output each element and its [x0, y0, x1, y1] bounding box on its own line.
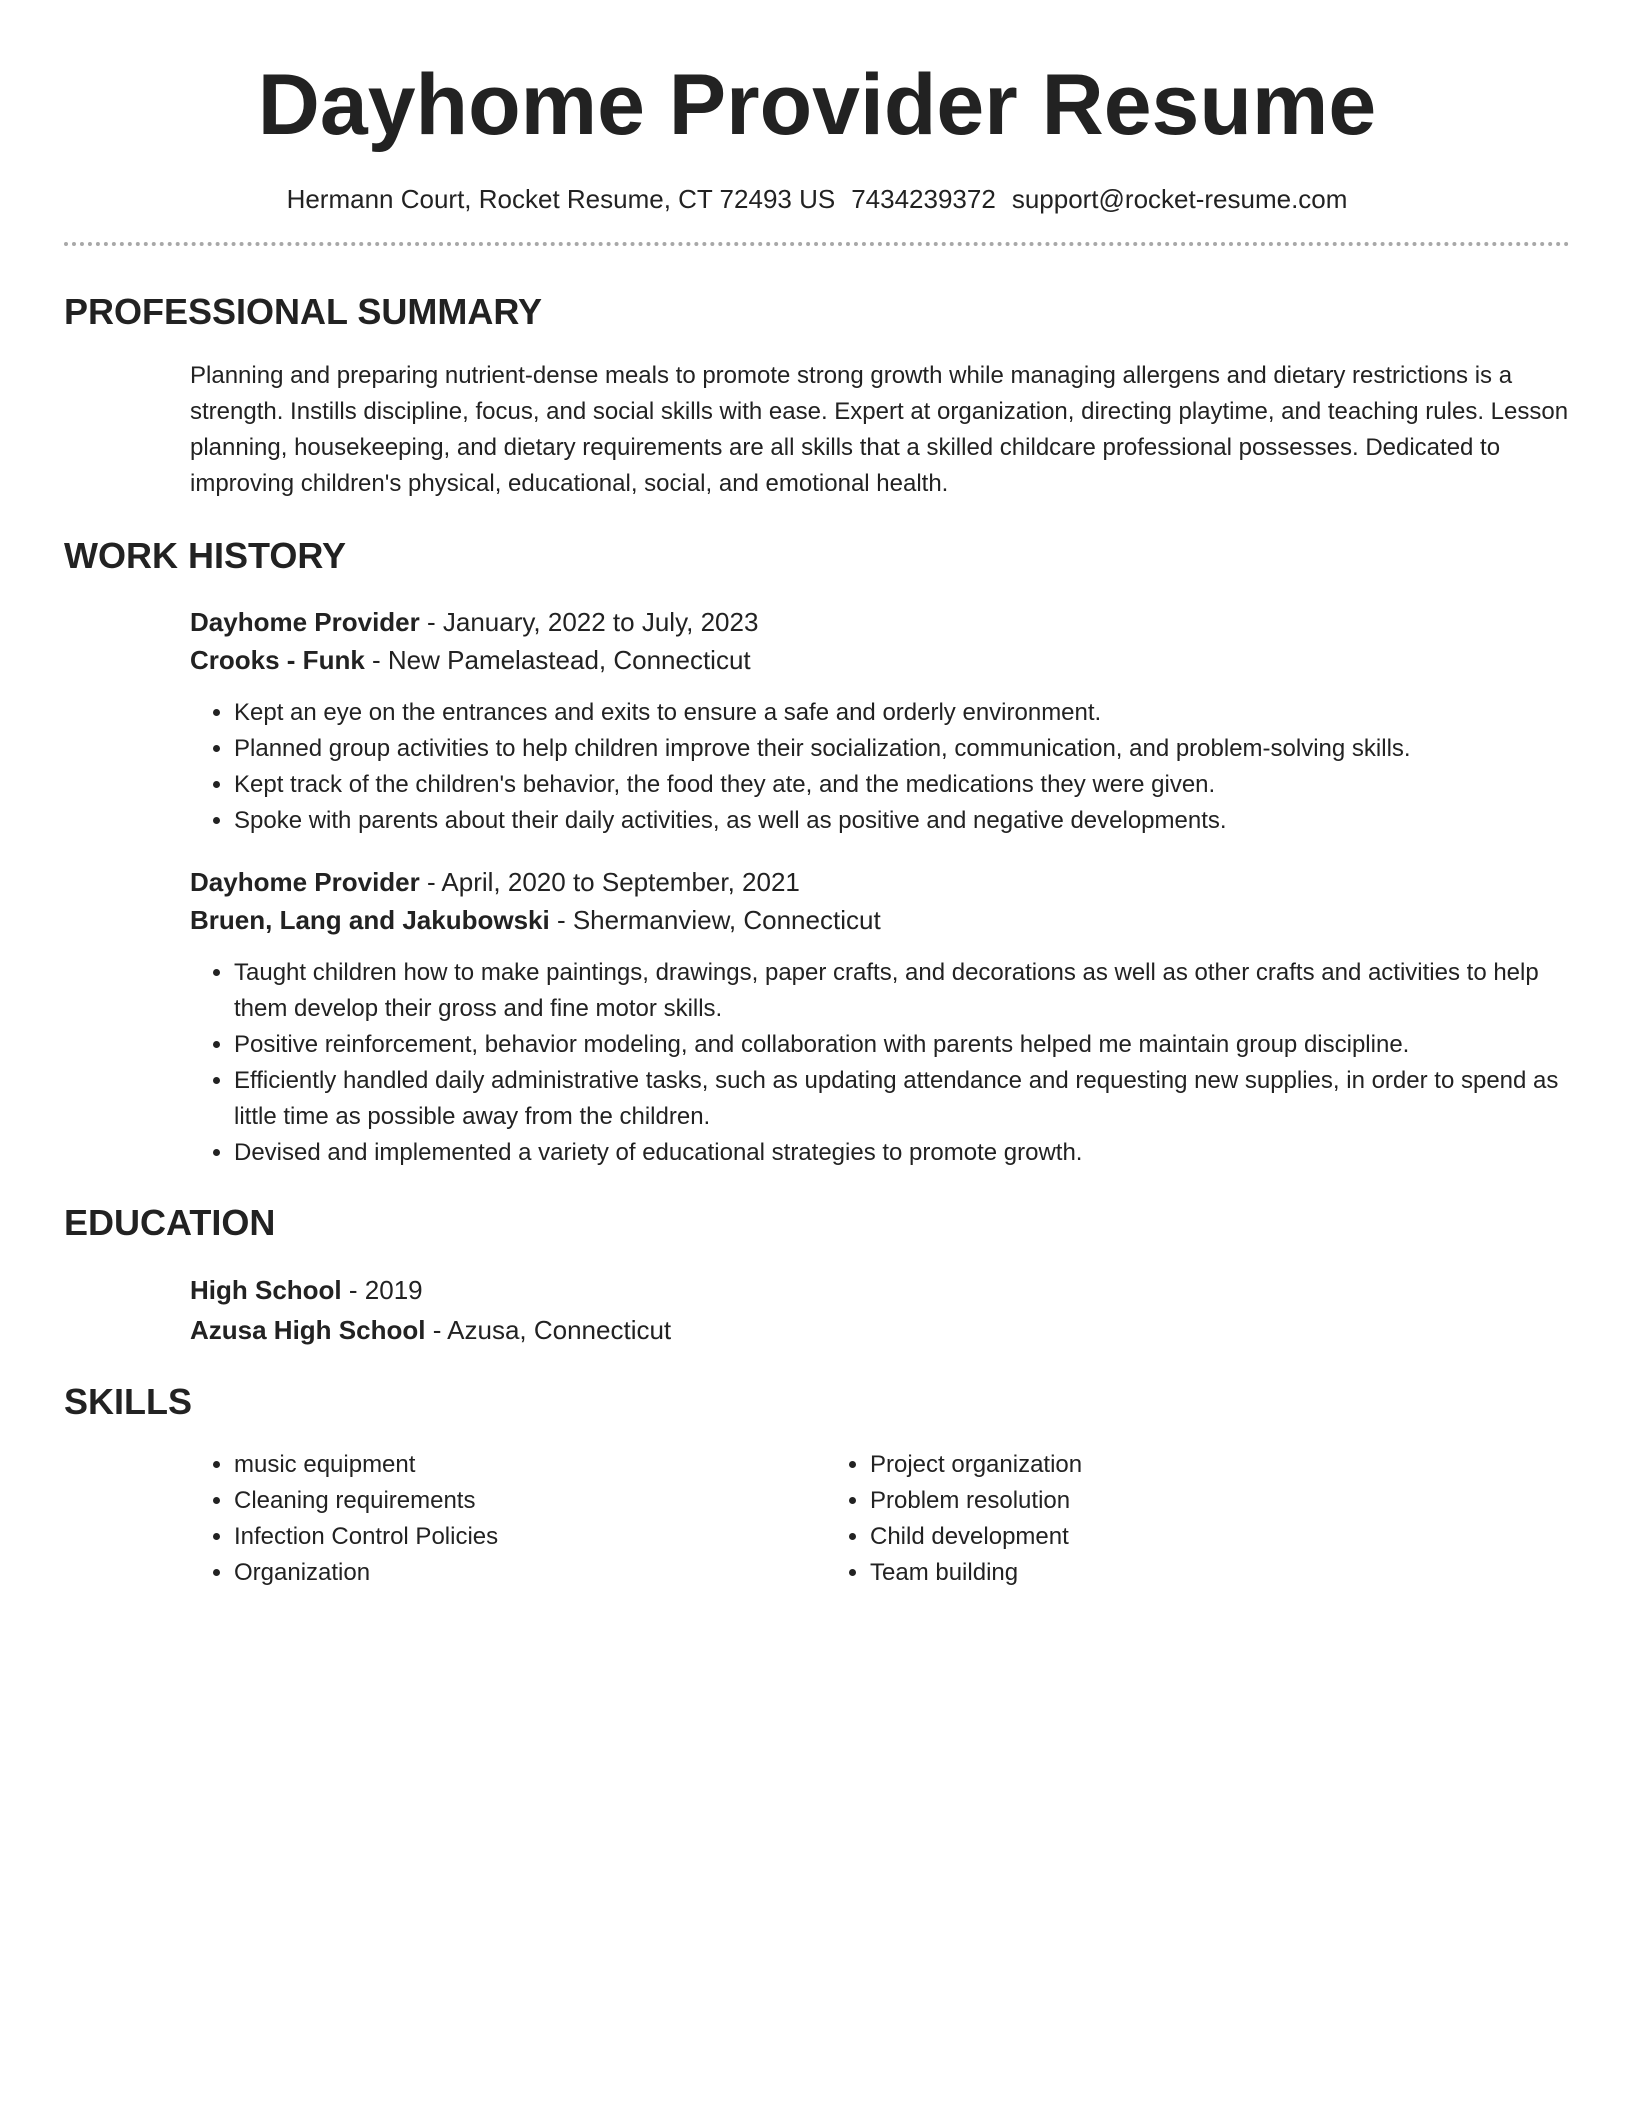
- education-location: - Azusa, Connecticut: [425, 1314, 672, 1345]
- job-dates: - April, 2020 to September, 2021: [419, 866, 800, 897]
- job-dates: - January, 2022 to July, 2023: [419, 606, 759, 637]
- resume-page: [64, 0, 1570, 1591]
- section-title-education: EDUCATION: [64, 1201, 276, 1243]
- job-company-line: [190, 641, 1570, 679]
- job-bullet: • Devised and implemented a variety of educational strategies to promote growth.: [234, 1135, 1570, 1171]
- job-company: Crooks - Funk: [190, 644, 365, 675]
- job-bullet: • Spoke with parents about their daily activities, as well as positive and negative developments.: [234, 803, 1570, 839]
- summary-text: Planning and preparing nutrient-dense meals to promote strong growth while managing allergens and dietary restrictions is a strength. Instills discipline, focus, and social skills with ease. Expert at organization, directing playtime, and teaching rules. Lesson planning, housekeeping, and dietary requirements are all skills that a skilled childcare professional possesses. Dedicated to improving children's physical, educational, social, and emotional health.: [190, 361, 1569, 497]
- job-bullet: • Kept an eye on the entrances and exits to ensure a safe and orderly environment.: [234, 695, 1570, 731]
- skill-item: • Cleaning requirements: [234, 1483, 826, 1519]
- skills-list: [190, 1447, 1570, 1591]
- job-bullet: • Planned group activities to help children improve their socialization, communication, and problem-solving skills.: [234, 731, 1570, 767]
- education-year: - 2019: [341, 1274, 423, 1305]
- skill-item: • music equipment: [234, 1447, 826, 1483]
- skill-item: • Child development: [870, 1519, 1462, 1555]
- skills-column-right: [826, 1447, 1462, 1591]
- contact-address: Hermann Court, Rocket Resume, CT 72493 US: [286, 183, 836, 214]
- job-role-line: [190, 863, 1570, 901]
- job-bullet: • Kept track of the children's behavior, the food they ate, and the medications they were given.: [234, 767, 1570, 803]
- job-role-line: [190, 603, 1570, 641]
- section-title-work-history: WORK HISTORY: [64, 534, 347, 576]
- job-role: Dayhome Provider: [190, 606, 420, 637]
- job-bullets: [190, 955, 1570, 1171]
- education-school-line: [190, 1310, 1570, 1350]
- skills-column-left: [190, 1447, 826, 1591]
- job-company-line: [190, 901, 1570, 939]
- job-entry: [190, 863, 1570, 1171]
- skill-item: • Problem resolution: [870, 1483, 1462, 1519]
- section-title-skills: SKILLS: [64, 1380, 193, 1422]
- job-location: - Shermanview, Connecticut: [549, 904, 881, 935]
- job-bullet: • Positive reinforcement, behavior modeling, and collaboration with parents helped me maintain group discipline.: [234, 1027, 1570, 1063]
- resume-title: Dayhome Provider Resume: [257, 57, 1377, 153]
- job-entry: [190, 603, 1570, 839]
- skill-item: • Organization: [234, 1555, 826, 1591]
- skill-item: • Infection Control Policies: [234, 1519, 826, 1555]
- job-role: Dayhome Provider: [190, 866, 420, 897]
- job-bullet: • Taught children how to make paintings, drawings, paper crafts, and decorations as well as other crafts and activities to help them develop their gross and fine motor skills.: [234, 955, 1570, 1027]
- education-school: Azusa High School: [190, 1314, 426, 1345]
- contact-phone: 7434239372: [851, 183, 996, 214]
- contact-email: support@rocket-resume.com: [1011, 183, 1348, 214]
- education-degree-line: [190, 1270, 1570, 1310]
- education-entry: [190, 1270, 1570, 1350]
- job-bullet: • Efficiently handled daily administrative tasks, such as updating attendance and requesting new supplies, in order to spend as little time as possible away from the children.: [234, 1063, 1570, 1135]
- job-company: Bruen, Lang and Jakubowski: [190, 904, 550, 935]
- job-location: - New Pamelastead, Connecticut: [364, 644, 751, 675]
- skill-item: • Team building: [870, 1555, 1462, 1591]
- job-bullets: [190, 695, 1570, 839]
- education-degree: High School: [190, 1274, 342, 1305]
- section-title-summary: PROFESSIONAL SUMMARY: [64, 291, 543, 333]
- contact-info: [64, 183, 1570, 217]
- skill-item: • Project organization: [870, 1447, 1462, 1483]
- header-divider: [64, 242, 1570, 246]
